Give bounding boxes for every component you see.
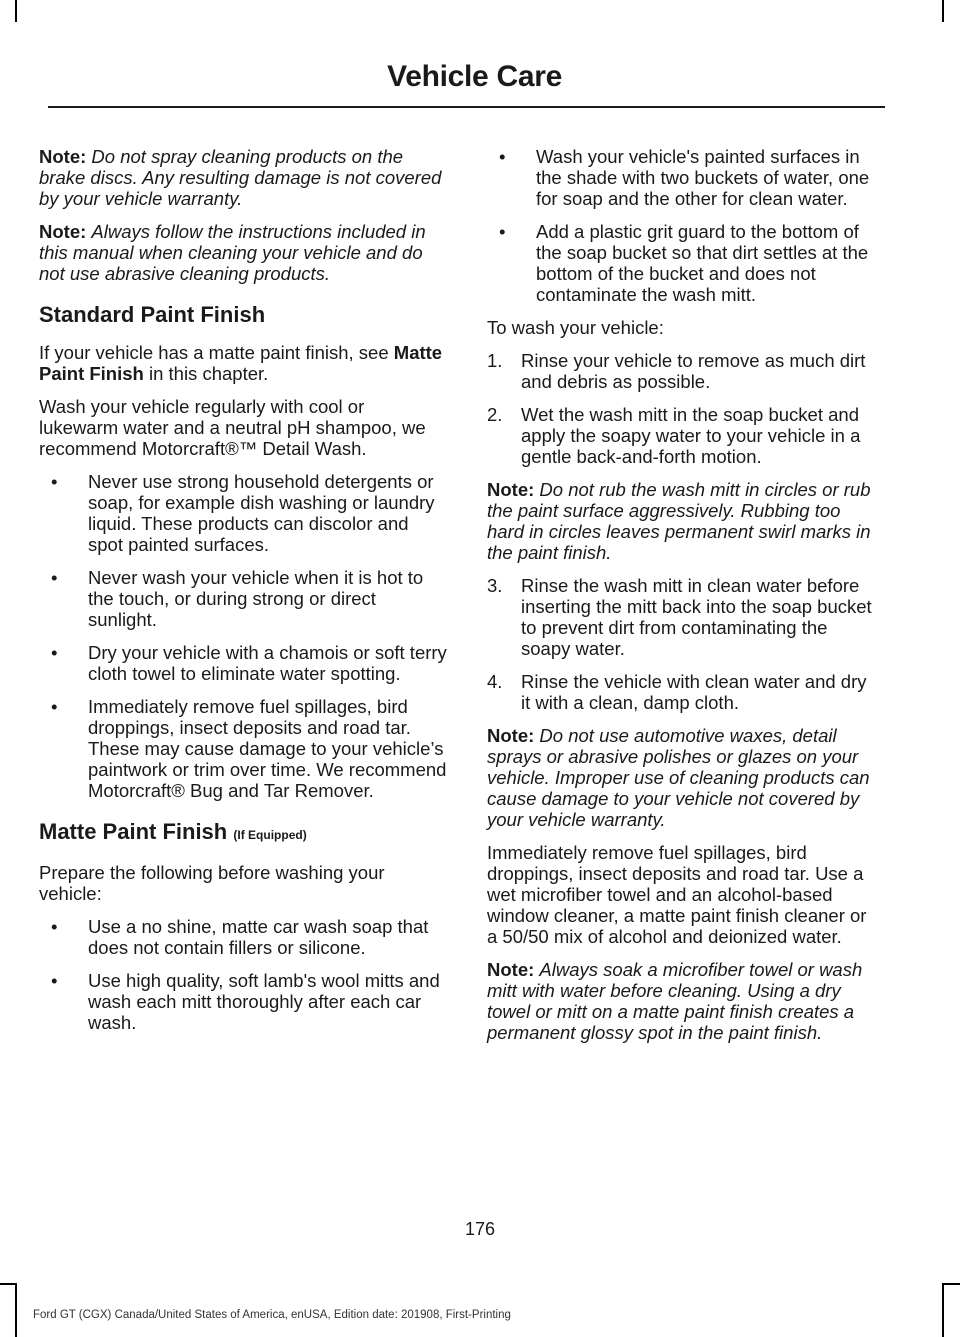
list-item [39, 970, 447, 1033]
note-text: Do not rub the wash mitt in circles or rub the paint surface aggressively. Rubbing too hard in circles leaves permanent swirl marks in the paint finish. [487, 479, 871, 563]
step-number: 4. [487, 671, 503, 692]
step-item [487, 575, 879, 659]
crop-mark-bottom-right-h [944, 1283, 960, 1285]
step-number: 3. [487, 575, 503, 596]
left-column [39, 146, 447, 1045]
note-follow-instructions [39, 221, 447, 284]
para-text: in this chapter. [148, 363, 269, 384]
list-item-text: Dry your vehicle with a chamois or soft terry cloth towel to eliminate water spotting. [88, 642, 447, 684]
step-item [487, 350, 879, 392]
note-text: Always follow the instructions included in this manual when cleaning your vehicle and do not use abrasive cleaning products. [39, 221, 426, 284]
list-item [487, 221, 879, 305]
list-item-text: Wash your vehicle's painted surfaces in the shade with two buckets of water, one for soap and the other for clean water. [536, 146, 870, 209]
list-item-text: Never use strong household detergents or soap, for example dish washing or laundry liquid. These products can discolor and spot painted surfaces. [88, 471, 435, 555]
note-label: Note: [487, 725, 535, 746]
cross-reference-link[interactable]: Matte Paint Finish [39, 342, 443, 384]
wash-steps-1-2 [487, 350, 879, 467]
list-item [487, 146, 879, 209]
crop-mark-bottom-right [942, 1283, 944, 1337]
step-text: Rinse your vehicle to remove as much dirt and debris as possible. [521, 350, 866, 392]
header-divider [48, 106, 885, 108]
bullet-marker: • [51, 567, 58, 588]
list-item [39, 642, 447, 684]
note-brake-discs [39, 146, 447, 209]
heading-standard-paint-finish: Standard Paint Finish [39, 302, 266, 327]
note-swirl-marks [487, 479, 879, 563]
note-label: Note: [487, 959, 535, 980]
footer-edition-info: Ford GT (CGX) Canada/United States of America, enUSA, Edition date: 201908, First-Printing [33, 1309, 511, 1321]
crop-mark-bottom-left-h [0, 1283, 15, 1285]
list-item [39, 471, 447, 555]
list-item-text: Use high quality, soft lamb's wool mitts and wash each mitt thoroughly after each car wash. [88, 970, 440, 1033]
note-label: Note: [39, 146, 87, 167]
list-item-text: Immediately remove fuel spillages, bird droppings, insect deposits and road tar. These may cause damage to your vehicle’s paintwork or trim over time. We recommend Motorcraft® Bug and Tar Remover. [88, 696, 447, 801]
step-text: Rinse the wash mitt in clean water before inserting the mitt back into the soap bucket to prevent dirt from contaminating the soapy water. [521, 575, 872, 659]
list-item-text: Never wash your vehicle when it is hot to the touch, or during strong or direct sunlight. [88, 567, 424, 630]
para-matte-reference [39, 342, 447, 384]
bullet-marker: • [51, 696, 58, 717]
crop-mark-top-left [15, 0, 17, 22]
list-item [39, 916, 447, 958]
bullet-marker: • [51, 471, 58, 492]
para-wash-regularly: Wash your vehicle regularly with cool or lukewarm water and a neutral pH shampoo, we recommend Motorcraft®™ Detail Wash. [39, 396, 426, 459]
step-text: Rinse the vehicle with clean water and dry it with a clean, damp cloth. [521, 671, 867, 713]
note-text: Always soak a microfiber towel or wash mitt with water before cleaning. Using a dry towel or mitt on a matte paint finish creates a permanent glossy spot in the paint finish. [487, 959, 863, 1043]
list-item [39, 567, 447, 630]
note-waxes [487, 725, 879, 830]
list-item-text: Add a plastic grit guard to the bottom of the soap bucket so that dirt settles at the bottom of the bucket and does not contaminate the wash mitt. [536, 221, 869, 305]
step-text: Wet the wash mitt in the soap bucket and apply the soapy water to your vehicle in a gentle back-and-forth motion. [521, 404, 861, 467]
list-item [39, 696, 447, 801]
heading-text: Matte Paint Finish [39, 819, 228, 844]
bullet-marker: • [499, 146, 506, 167]
if-equipped-tag: (If Equipped) [233, 828, 307, 842]
bullet-marker: • [51, 916, 58, 937]
para-text: If your vehicle has a matte paint finish, see [39, 342, 389, 363]
step-item [487, 404, 879, 467]
step-number: 2. [487, 404, 503, 425]
note-text: Do not spray cleaning products on the brake discs. Any resulting damage is not covered by your vehicle warranty. [39, 146, 442, 209]
list-item-text: Use a no shine, matte car wash soap that does not contain fillers or silicone. [88, 916, 429, 958]
crop-mark-top-right [942, 0, 944, 22]
page-number: 176 [464, 1219, 496, 1239]
bullet-marker: • [499, 221, 506, 242]
para-remove-spillages: Immediately remove fuel spillages, bird droppings, insect deposits and road tar. Use a wet microfiber towel and an alcohol-based window cleaner, a matte paint finish cleaner or a 50/50 mix of alcohol and deionized water. [487, 842, 867, 947]
matte-finish-bullets [39, 916, 447, 1033]
crop-mark-bottom-left [15, 1283, 17, 1337]
para-to-wash: To wash your vehicle: [487, 317, 664, 338]
heading-matte-paint-finish [39, 819, 447, 848]
note-label: Note: [39, 221, 87, 242]
standard-finish-bullets [39, 471, 447, 801]
note-label: Note: [487, 479, 535, 500]
step-number: 1. [487, 350, 503, 371]
note-soak-towel [487, 959, 879, 1043]
note-text: Do not use automotive waxes, detail sprays or abrasive polishes or glazes on your vehicle. Improper use of cleaning products can cause damage to your vehicle not covered by your vehicle warranty. [487, 725, 870, 830]
bullet-marker: • [51, 970, 58, 991]
right-column [487, 146, 879, 1055]
wash-steps-3-4 [487, 575, 879, 713]
bullet-marker: • [51, 642, 58, 663]
matte-finish-bullets-continued [487, 146, 879, 305]
step-item [487, 671, 879, 713]
page-title: Vehicle Care [387, 60, 562, 93]
para-prepare: Prepare the following before washing your vehicle: [39, 862, 385, 904]
